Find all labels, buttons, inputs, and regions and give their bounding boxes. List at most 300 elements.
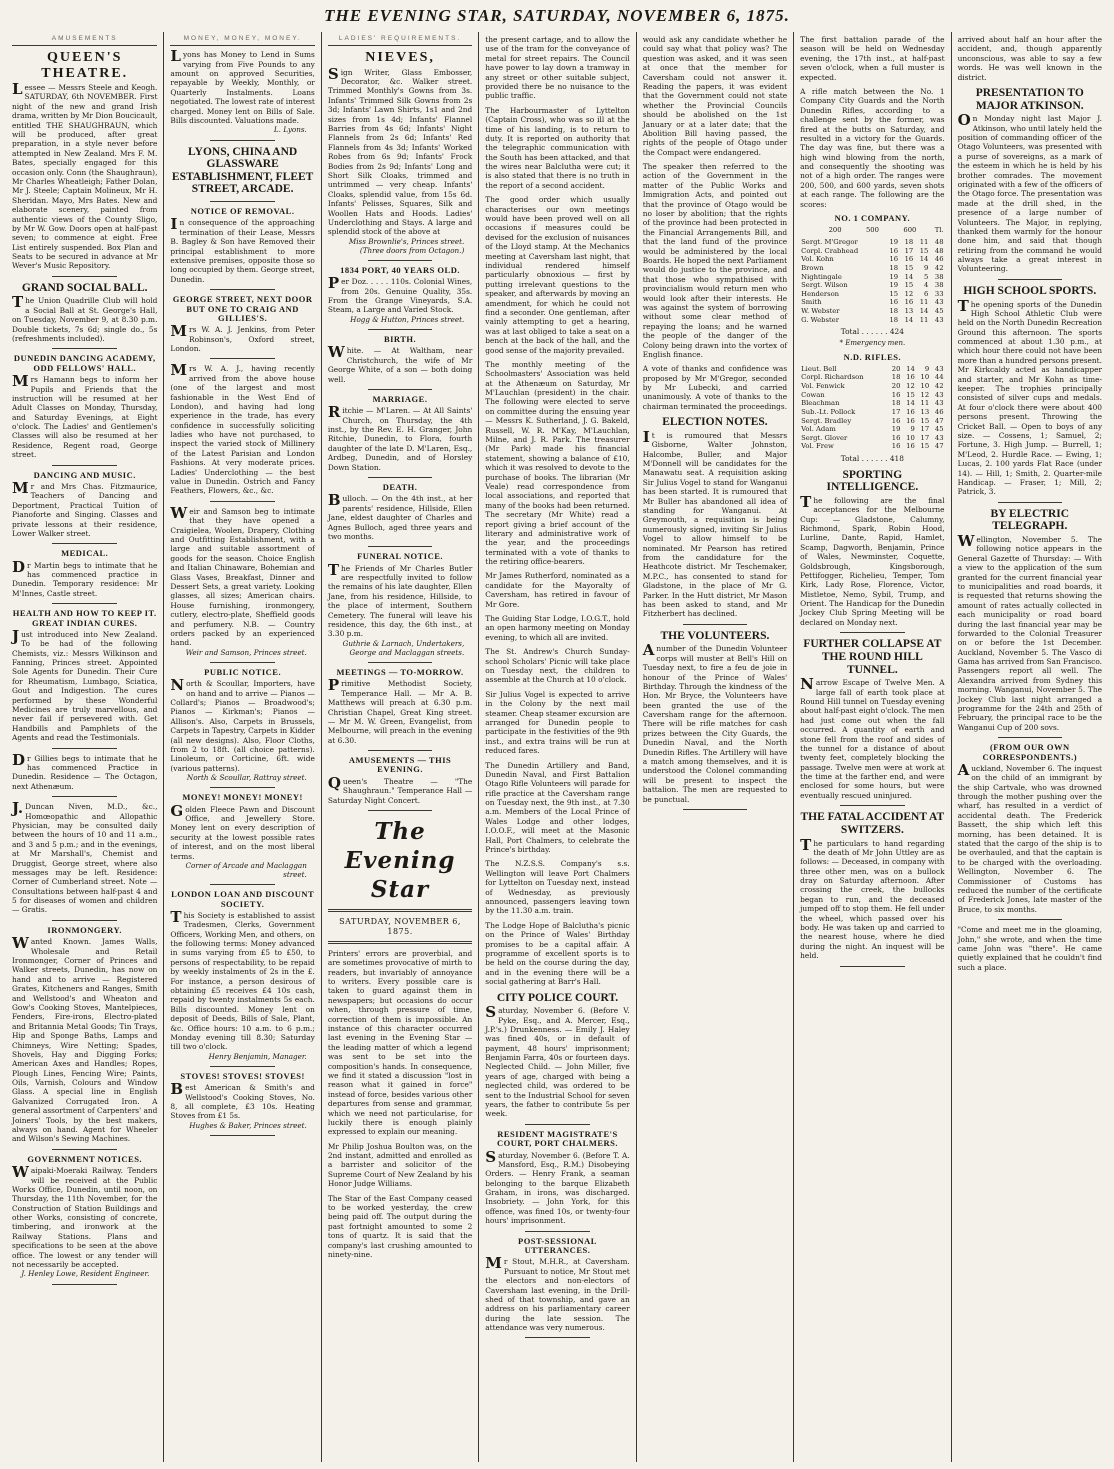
item-headline: BIRTH. [383,334,417,344]
score-cell: 13 [920,407,930,416]
score-cell: Vol. Adam [801,425,836,434]
item-body: The Friends of Mr Charles Butler are respectfully invited to follow the remains of his late daughter, Ellen Jane, from his residence, Hillside, to the place of interment, Southern Cemetery. The funeral will leave his residence, this day, the 6th inst., at 3.30 p.m. [327,560,473,639]
divider [52,748,117,749]
news-item [170,503,315,663]
score-cell: Sub.-Lt. Pollock [801,407,856,416]
score-cell: 15 [904,281,914,290]
score-cell: 17 [891,407,901,416]
item-body: Mrs W. A. J., having recently arrived from the above house (one of the largest and most fashionable in the West End of London), and having had long experience in the trade, has every confidence in successfully soliciting ladies who have not purchased, to inspect the varied stock of Millinery of the Latest Parisian and London Fashions. At very moderate prices. Ladies' Underclothing — the best value in Dunedin. Ostrich and Fancy Feathers, Flowers, &c., &c. [170,361,315,496]
divider [840,805,904,806]
item-body: Lyons has Money to Lend in Sums varying from Five Pounds to any amount on approved Securities, repayable by Weekly, Monthly, or Quarterly Instalments. Loans negotiated. The lowest rate of interest charged. Money lent on Bills of Sale. Bills discounted. Valuations made. [170,47,315,125]
news-column [951,32,1108,1462]
news-item [800,87,944,209]
score-cell: 14 [904,315,914,324]
news-item [170,361,315,501]
score-cell: 9 [924,263,929,272]
item-signature: J. Henley Lowe, Resident Engineer. [21,1269,150,1279]
news-item [800,469,944,634]
item-signature: Corner of Arcade and Maclaggan street. [185,860,307,880]
news-item [328,668,472,751]
score-cell: 12 [904,289,914,298]
item-signature: Henry Benjamin, Manager. [208,1051,307,1061]
news-item [328,552,472,663]
item-body: Dr Gillies begs to intimate that he has commenced Practice in Dunedin. Residence — The Octagon, next Athenæum. [12,750,158,791]
score-cell: 16 [891,442,901,451]
news-item [12,799,158,921]
divider [368,260,432,261]
score-cell: 43 [934,433,944,442]
newspaper-columns [6,32,1108,1462]
item-body: Per Doz. . . . . 110s. Colonial Wines, from 20s. Genuine Quality, 35s. From the Grange Vineyards, S.A. Steam, a Large and Varied Stock. [327,274,473,315]
score-cell: 10 [920,373,930,382]
score-cell: 18 [889,307,899,315]
item-headline: FURTHER COLLAPSE AT THE ROUND HILL TUNNEL. [803,638,942,676]
divider [368,750,432,751]
column-heading: AMUSEMENTS [12,35,157,46]
score-table [800,238,944,324]
divider [52,543,117,544]
news-item [485,690,629,756]
item-body: arrived about half an hour after the accident, and, though apparently unconscious, was able to say a few words. He was well known in the district. [957,35,1102,82]
divider [368,329,432,330]
score-cell: 15 [919,246,929,255]
news-item [328,266,472,330]
news-item [958,743,1102,920]
item-body: The Union Quadrille Club will hold a Social Ball at St. George's Hall, on Tuesday, November 9, at 8.30 p.m. Double tickets, 7s 6d; single do., 5s (refreshments included). [12,293,158,344]
score-cell: Henderson [801,289,840,298]
score-cell: Bleachman [801,399,840,408]
news-item [958,35,1102,82]
news-column [6,32,163,1462]
item-headline: FUNERAL NOTICE. [357,551,444,562]
news-item [12,354,157,465]
score-cell: 43 [934,298,944,307]
divider [368,662,432,663]
news-column [163,32,320,1462]
item-headline: MEDICAL. [61,548,109,559]
news-item [328,817,472,912]
item-body: Printers' errors are proverbial, and are sometimes provocative of mirth to readers, but invariably of annoyance to writers. Every possible care is taken to guard against them in newspapers; but occasions do occur when, through pressure of time, correction of them is impossible. An instance of this character occurred last evening in the Evening Star — the leading matter of which a legend was sent to be set into the composition's hands. In consequence, we find it stated a discussion "lost in reason what it gained in force" instead of force, besides various other departures from sense and grammar, which we need not particularise, for luckily there is enough plainly expressed to explain our meaning. [327,948,473,1137]
item-body: North & Scoullar, Importers, have on hand and to arrive — Pianos — Collard's; Pianos — Broadwood's; Pianos — Kirkman's; Pianos — Allison's. Also, Carpets in Brussels, Carpets in Tapestry, Carpets in Kidder (all new designs). Also, Floor Cloths, from 2 to 18ft. (all choice patterns). Linoleum, or Corticine, 6ft. wide (various patterns). [170,676,315,773]
item-body: Saturday, November 6. (Before V. Pyke, Esq., and A. Mercer, Esq., J.P.'s.) Drunkenness. — Emily J. Haley was fined 40s, or in default of payment, 48 hours' imprisonment; Benjamin Farra, 40s or fourteen days. Neglected Child. — John Miller, five years of age, charged with being a neglected child, was ordered to be sent to the Industrial School for seven years, the father to contribute 5s per week. [485,1003,630,1119]
item-headline: 1834 PORT, 40 YEARS OLD. [340,264,460,275]
news-item [643,364,787,411]
score-cell: Corpl. Crabhead [801,246,859,255]
score-cell: 11 [919,238,929,246]
news-item [800,811,944,966]
score-cell: 11 [920,399,930,408]
item-body: In consequence of the approaching termination of their Lease, Messrs B. Bagley & Son have Removed their principal establishment to more extensive premises, opposite those so long occupied by them. George street, Dunedin. [170,215,315,284]
divider [210,358,274,359]
news-item [170,295,314,359]
score-cell: 10 [920,382,930,391]
news-item [170,890,314,1067]
item-headline: PUBLIC NOTICE. [204,666,282,677]
score-cell: 16 [906,416,915,425]
divider [210,787,274,788]
item-headline: MEETINGS — TO-MORROW. [336,667,464,678]
divider [368,389,432,390]
score-cell: 14 [919,307,929,315]
score-cell: 48 [934,238,944,246]
divider [998,279,1062,280]
news-item [800,638,944,806]
score-header [800,226,944,235]
score-row [800,425,944,434]
item-headline: MONEY! MONEY! MONEY! [182,792,303,803]
item-headline: IRONMONGERY. [47,924,122,935]
item-body: would ask any candidate whether he could say what that policy was? The question was asked, and it was seen at once that the member for Caversham could not answer it. Reading the papers, it was evident that the Government could not state whether the Provincial Councils should be abolished on the 1st January or at a later date; that the Abolition Bill having passed, the rights of the people of Otago under the Compact were endangered. [642,35,788,157]
divider [52,1284,117,1285]
item-body: J.Duncan Niven, M.D., &c., Homœopathic and Allopathic Physician, may be consulted daily between the hours of 10 and 11 a.m., and 3 and 5 p.m.; and in the evenings, at Mr Marshall's, Chemist and Druggist, George street, where also messages may be left. Residence: Corner of Cumberland street. Note — Consultations between half-past 4 and 5 for diseases of women and children — Gratis. [12,799,158,915]
divider [210,201,274,202]
divider [525,1337,589,1338]
news-item [485,647,629,685]
news-item [328,483,472,547]
score-header-cell: 600 [903,226,917,235]
score-cell: 46 [934,407,944,416]
score-row [800,307,944,316]
score-total: Total . . . . . . 418 [840,454,904,464]
score-row [800,290,944,299]
divider [210,884,274,885]
score-cell: 9 [924,364,930,373]
score-cell: 10 [906,433,915,442]
news-item [328,949,472,1137]
news-item [958,508,1102,738]
item-headline: LYONS, CHINA AND GLASSWARE ESTABLISHMENT, FLEET STREET, ARCADE. [171,145,314,196]
score-cell: 15 [889,289,899,298]
item-headline: HIGH SCHOOL SPORTS. [963,284,1097,297]
table-title: NO. 1 COMPANY. [834,213,911,224]
column-heading: MONEY, MONEY, MONEY. [170,35,314,46]
score-row [800,373,944,382]
news-item [485,761,629,855]
score-cell: 16 [904,298,914,307]
score-cell: 16 [906,442,915,451]
score-cell: Sergt. M'Gregor [801,238,858,246]
news-item [12,471,157,545]
score-cell: 17 [920,433,930,442]
score-cell: 16 [889,298,899,307]
score-cell: 42 [934,263,944,272]
divider [368,810,432,811]
news-item [485,571,629,609]
score-row [800,417,944,426]
news-item [12,609,157,748]
score-cell: 17 [920,425,930,434]
item-body: Anumber of the Dunedin Volunteer corps will muster at Bell's Hill on Tuesday next, to fire a feu de joie in honour of the Prince of Wales' Birthday. Through the kindness of the Hon. Mr Bryce, the Volunteers have been granted the use of the Caversham range for the afternoon. There will be rifle matches for cash prizes between the City Guards, the Dunedin Naval, and the North Dunedin Rifles. The Artillery will have a match among themselves, and it is understood the Colonel commanding will be present to inspect the battalion. The men are requested to be punctual. [642,641,788,804]
divider [210,140,274,141]
score-cell: 11 [919,315,929,324]
score-cell: G. Webster [801,315,839,324]
item-body: Bulloch. — On the 4th inst., at her parents' residence, Hillside, Ellen Jane, eldest daughter of Charles and Agnes Bulloch, aged three years and two months. [327,491,473,541]
score-cell: 6 [924,289,929,298]
score-cell: 5 [924,272,929,281]
news-item [958,925,1102,972]
news-item [328,1142,472,1189]
item-body: On Monday night last Major J. Atkinson, who until lately held the position of commanding officer of the Otago Volunteers, was presented with a purse of sovereigns, as a mark of the esteem in which he is held by his brother comrades. The movement originated with a few of the officers of the Otago force. The presentation was made at the drill shed, in the presence of a large number of Volunteers. The Major, in replying, thanked them warmly for the honour done him, and said that though retiring from the command he would always take a great interest in Volunteering. [957,111,1102,274]
item-body: A rifle match between the No. 1 Company City Guards and the North Dunedin Rifles, according to a challenge sent by the former, was fired at the butts on Saturday, and resulted in a victory for the Guards. The day was fine, but there was a high wind blowing from the north, and consequently the shooting was not of a high order. The ranges were 200, 500, and 600 yards, seven shots at each range. The following are the scores: [800,86,945,209]
item-headline: GOVERNMENT NOTICES. [27,1153,143,1164]
divider [52,465,117,466]
news-item [328,50,472,261]
item-headline: DANCING AND MUSIC. [33,469,136,480]
score-cell: Vol. Frew [801,442,834,451]
item-body: Mrs W. A. J. Jenkins, from Peter Robinson's, Oxford street, London. [170,322,315,353]
score-cell: 48 [934,246,944,255]
news-item [328,1194,472,1260]
score-cell: 43 [934,364,944,373]
item-headline: DUNEDIN DANCING ACADEMY, ODD FELLOWS' HALL. [13,353,156,373]
divider [52,603,117,604]
dateline: SATURDAY, NOVEMBER 6, 1875. [339,916,461,936]
score-cell: 14 [919,255,929,264]
score-cell: 38 [934,272,944,281]
news-item [800,214,944,347]
item-body: Ritchie — M'Laren. — At All Saints' Church, on Thursday, the 4th inst., by the Rev. E. H. Granger, John Ritchie, Dunedin, to Flora, fourth daughter of the late D. M'Laren, Esq., Ardbeg, Dunedin, and of Horsley Down Station. [327,403,473,472]
news-item [485,106,629,191]
item-body: A vote of thanks and confidence was proposed by Mr M'Gregor, seconded by Mr Lubecki, and carried unanimously. A vote of thanks to the chairman terminated the proceedings. [642,364,788,411]
item-headline: HEALTH AND HOW TO KEEP IT. GREAT INDIAN CURES. [12,608,157,628]
score-cell: Sergt. Wilson [801,281,848,290]
news-item [170,1072,314,1136]
score-cell: 9 [910,425,915,434]
item-headline: QUEEN'S THEATRE. [41,50,129,81]
score-cell: 14 [904,272,914,281]
item-signature: L. Lyons. [273,125,307,135]
score-cell: 47 [934,442,944,451]
divider [998,502,1062,503]
score-cell: 18 [889,315,899,324]
item-body: Weir and Samson beg to intimate that they have opened a Craigielea, Woolen, Drapery, Clothing and Outfitting Establishment, with a large and suitable assortment of goods for the season. Choice English and Italian Chinaware, Bohemian and Glass Vases, Breakfast, Dinner and Dessert Sets, a great variety. Looking glasses, all sizes; American chairs. House furnishing, ironmongery, cutlery, electro-plate, Sheffield goods and perfumery. N.B. — Country orders packed by an experienced hand. [170,503,315,648]
news-column [636,32,793,1462]
item-headline: THE FATAL ACCIDENT AT SWITZERS. [800,811,945,836]
item-headline: ELECTION NOTES. [662,416,768,429]
score-row [800,391,944,400]
score-row [800,238,944,247]
score-row [800,273,944,282]
score-row [800,316,944,325]
score-cell: 11 [919,298,929,307]
news-item [643,35,787,157]
table-title: N.D. RIFLES. [843,351,902,362]
score-row [800,281,944,290]
score-cell: 16 [889,246,899,255]
item-headline: STOVES! STOVES! STOVES! [180,1070,305,1081]
score-header-row [800,226,944,235]
news-item [485,859,629,915]
item-body: The Dunedin Artillery and Band, Dunedin Naval, and First Battalion Otago Rifle Volunteers will parade for rifle practice at the Caversham range on Tuesday next, the 9th inst., at 7.30 a.m. Members of the Local Prince of Wales Lodge and other lodges, I.O.O.F., will meet at the Masonic Hall, Port Chalmers, to celebrate the Prince's birthday. [485,760,630,855]
item-headline: SPORTING INTELLIGENCE. [826,468,919,494]
divider [368,477,432,478]
score-cell: Sergt. Bradley [801,416,852,425]
news-item [170,47,315,140]
news-item [170,668,314,788]
divider [840,966,904,967]
newspaper-running-head: THE EVENING STAR, SATURDAY, NOVEMBER 6, 1875. [324,6,790,25]
item-headline: MARRIAGE. [372,393,428,404]
score-cell: Vol. Kohn [801,255,834,264]
news-item [485,360,629,567]
score-cell: 45 [934,307,944,315]
item-signature: Hughes & Baker, Princes street. [189,1120,307,1130]
news-item [328,335,472,390]
score-row [800,255,944,264]
item-body: Wanted Known. James Walls, Wholesale and Retail Ironmonger, Corner of Princes and Walker streets, Dunedin, has now on hand and to arrive — Registered Grates, Kitcheners and Ranges, Smith and Wellstood's and Wheaton and Gow's Cooking Stoves, Mantelpieces, Fenders, Fire-irons, Electro-plated and Britannia Metal Goods; Tin Trays, Hip and Sponge Baths, Lamps and Chimneys, Wire Netting; Spades, Shovels, Hay and Digging Forks; American Axes and Handles; Ropes, Plough Lines, Fencing Wire; Paints, Oils, Varnish, Colours and Window Glass. A special line in English Galvanized Corrugated Iron. A general assortment of Carpenters' and Joiners' Tools, by the best makers, always on hand. Agent for Wheeler and Wilson's Sewing Machines. [12,934,158,1144]
item-body: the present cartage, and to allow the use of the tram for the conveyance of metal for street repairs. The Council have power to lay down a tramway in any street or other suitable subject, provided there be no nuisance to the public traffic. [485,35,630,101]
divider [525,1231,589,1232]
divider [998,737,1062,738]
score-cell: 16 [891,433,901,442]
score-row [800,399,944,408]
item-headline: GRAND SOCIAL BALL. [21,281,148,294]
divider [840,632,904,633]
news-item [485,992,629,1125]
item-body: Mr James Rutherford, nominated as a candidate for the Mayoralty of Caversham, has retired in favour of Mr Gore. [485,571,630,609]
item-body: Wellington, November 5. The following notice appears in the General Gazette of Thursday: — With a view to the application of the sum granted for the current financial year to municipalities and road boards, it is requested that returns showing the amount of rates actually collected in each municipality or road board during the last financial year may be forwarded to the Colonial Treasurer on or before the 1st December. Auckland, November 5. The Vasco di Gama has arrived from San Francisco. Passengers report all well. The Alexandra arrived from Sydney this morning. Wanganui, November 5. The Jockey Club last night arranged a programme for the 24th and 25th of February, the principal race to be the Wanganui Cup of 200 sovs. [957,532,1102,732]
score-cell: 19 [891,425,901,434]
score-row [800,382,944,391]
item-body: White. — At Waltham, near Christchurch, the wife of Mr George White, of a son — both doing well. [327,343,473,384]
score-cell: 15 [920,442,930,451]
item-body: Just introduced into New Zealand. To be had of the following Chemists, viz.: Messrs Wilkinson and Fanning, Princes street. Appointed Sole Agents for Dunedin. Their Cure for Rheumatism, Lumbago, Sciatica, Gout and Indigestion. The cures performed by these Wonderful Medicines are truly marvellous, and never fail if persevered with. Get Handbills and Pamphlets of the Agents and read the Testimonials. [12,626,158,743]
item-body: The Lodge Hope of Balclutha's picnic on the Prince of Wales' Birthday promises to be a capital affair. A programme of excellent sports is to be held on the course during the day, and in the evening there will be a social gathering at Barr's Hall. [485,920,630,987]
score-cell: 19 [889,272,899,281]
item-headline: NIEVES, [365,50,435,66]
score-header-cell: 200 [828,226,842,235]
divider [52,348,117,349]
score-cell: 16 [891,390,901,399]
news-item [328,917,472,944]
news-column [478,32,635,1462]
news-item [485,195,629,355]
item-signature: Hogg & Hutton, Princes street. [350,314,465,324]
score-row [800,408,944,417]
news-item [800,353,944,464]
item-body: The good order which usually characterises our own meetings would have been proved well on all occasions if measures could be devised for the exclusion of nuisances of the Lloyd stamp. At the Mechanics meeting at Caversham last night, that individual rendered himself particularly obnoxious — first by putting irrelevant questions to the speaker, and afterwards by moving an amendment, for which he could not find a seconder. One gentleman, after vainly attempting to get a hearing, was at last obliged to take a seat on a bench at the back of the hall, and the good sense of the majority prevailed. [485,195,630,355]
score-cell: 18 [891,373,901,382]
score-cell: 16 [906,373,915,382]
item-body: Waipaki-Moeraki Railway. Tenders will be received at the Public Works Office, Dunedin, until noon, on Thursday, the 11th November, for the Construction of Station Buildings and other Works, consisting of concrete, timbering, and ironwork at the Railway Stations. Plans and specifications to be seen at the above office. The lowest or any tender will not necessarily be accepted. [12,1163,158,1270]
score-cell: 14 [906,364,915,373]
score-cell: 43 [934,399,944,408]
score-total: Total . . . . . . 424 [840,327,904,337]
item-body: The speaker then referred to the action of the Government in the matter of the Public Works and Immigration Acts, and pointed out that the province of Otago would be no loser by abolition; that the rights of the province had been protected in the Financial Arrangements Bill, and that the land fund of the province would be administered by the local Boards. He hoped the next Parliament would do justice to the province, and that those who sympathised with provincialism would return men who would look after their interests. He was against the system of borrowing without some clear method of repaying the loans; and he warned the people of the danger of the Colony being drawn into the vortex of English finance. [642,162,788,359]
score-cell: 44 [934,373,944,382]
item-body: Mr and Mrs Chas. Fitzmaurice, Teachers of Dancing and Deportment, Practical Tuition of Pianoforte and Singing. Classes and private lessons at their residence, Lower Walker street. [12,478,158,538]
score-row [800,442,944,451]
news-item [485,614,629,642]
score-cell: 16 [904,255,914,264]
score-cell: 15 [904,263,914,272]
item-signature: North & Scoullar, Rattray street. [186,773,307,783]
item-body: This Society is established to assist Tradesmen, Clerks, Government Officers, Working Men, and others, on the following terms: Money advanced in sums varying from £5 to £50, to persons of respectability, to be repaid by weekly instalments of 2s in the £. For instance, a person desirous of obtaining £5 receives £4 10s cash, repaid by twenty instalments 5s each. Bills discounted. Money lent on deposit of Deeds, Bills of Sale, Plant, &c. Office hours: 10 a.m. to 6 p.m.; Monday evening till 8.30; Saturday till two o'clock. [170,907,315,1052]
column-heading: LADIES' REQUIREMENTS. [328,35,472,46]
item-body: "Come and meet me in the gloaming, John," she wrote, and when the time came John was "there". He came quietly explained that he couldn't find such a place. [957,925,1102,972]
score-row [800,434,944,443]
score-cell: 46 [934,255,944,264]
item-body: Saturday, November 6. (Before T. A. Mansford, Esq., R.M.) Disobeying Orders. — Henry Frank, a seaman belonging to the barque Elizabeth Graham, in irons, was discharged. Insobriety. — John York, for this offence, was fined 10s, or twenty-four hours' imprisonment. [485,1147,630,1226]
double-rule [328,909,472,912]
item-body: The first battalion parade of the season will be held on Wednesday evening, the 17th inst., at half-past seven o'clock, when a full muster is expected. [800,35,945,82]
item-body: Sign Writer, Glass Embosser, Decorator, &c. Walker street. Trimmed Monthly's Gowns from 3s. Infants' Trimmed Silk Gowns from 2s 3d; Infants' Lawn Shirts, 1s1 and 2nd sizes from 1s 4d; Infants' Flannel Barries from 4s 6d; Infants' Night Flannels from 2s 6d; Infants' Red Flannels from 4s 3d; Infants' Worked Robes from 6s 9d; Infants' Frock Bodies from 2s 9d; Infants' Long and Short Silk Cloaks, trimmed and untrimmed — very cheap. Infants' Cloaks, splendid value, from 15s 6d. Infants' Pelisses, Squares, Silk and Woollen Hats and Hoods. Ladies' Underclothing and Stays. A large and splendid stock of the above at [327,64,473,237]
item-body: The following are the final acceptances for the Melbourne Cup: — Gladstone, Calumny, Richmond, Spark, Robin Hood, Lurline, Dante, Rapid, Hamlet, Scamp, Dagworth, Benjamin, Prince of Wales, Newminster, Coquette, Goldsbrough, Kingsborough, Pettifogger, Richelieu, Temper, Tom Kirk, Lady Rose, Florence, Victor, Mistletoe, Nemo, Sybil, Trump, and Orient. The Handicap for the Dunedin Jockey Club Spring Meeting will be declared on Monday next. [800,492,945,627]
item-body: Mr Stout, M.H.R., at Caversham. Pursuant to notice, Mr Stout met the electors and non-electors of Caversham last evening, in the Drill-shed of that township, and gave an address on his parliamentary career during the late session. The attendance was very numerous. [485,1254,630,1333]
score-cell: Lieut. Bell [801,364,837,373]
divider [998,919,1062,920]
divider [52,1149,117,1150]
item-body: Best American & Smith's and Wellstood's Cooking Stoves, No. 8, all complete, £3 10s. Heating Stoves from £1 5s. [170,1080,315,1121]
item-body: Mr Philip Joshua Boulton was, on the 2nd instant, admitted and enrolled as a barrister and solicitor of the Supreme Court of New Zealand by his Honor Judge Williams. [327,1141,473,1189]
score-cell: Cowan [801,390,825,399]
news-column [321,32,478,1462]
item-body: Narrow Escape of Twelve Men. A large fall of earth took place at Round Hill tunnel on Tuesday evening about half-past eight o'clock. The men had just come out when the fall occurred. A quantity of earth and stone fell from the roof and sides of the tunnel for a distance of about twenty feet, completely blocking the passage. Twelve men were at work at the time at the farther end, and were enclosed for some hours, but were eventually rescued uninjured. [800,675,945,800]
item-body: The opening sports of the Dunedin High School Athletic Club were held on the North Dunedin Recreation Ground this afternoon. The sports commenced at about 1.30 p.m., at which hour there could not have been more than a hundred persons present. Mr Kirkcaldy acted as handicapper and starter, and Mr Kohn as time-keeper. The trophies principally consisted of silver cups and medals. At four o'clock there were about 400 persons present. Throwing the Cricket Ball. — Open to boys of any size. — Cossens, 1; Samuel, 2; Fortune, 3. High Jump. — Burrell, 1; M'Leod, 2. Hurdle Race. — Ewing, 1; Lucas, 2. 100 yards Flat Race (under 14). — Hill, 1; Smith, 2. Quarter-mile Handicap. — Fraser, 1; Mill, 2; Patrick, 3. [957,296,1102,497]
item-headline: GEORGE STREET, NEXT DOOR BUT ONE TO CRAIG AND GILLIES'S. [172,294,313,323]
score-cell: 19 [889,238,899,246]
item-headline: (FROM OUR OWN CORRESPONDENTS.) [982,742,1078,762]
score-cell: 17 [904,246,914,255]
item-headline: THE VOLUNTEERS. [660,629,770,642]
score-row [800,365,944,374]
score-cell: W. Webster [801,307,840,315]
news-column [793,32,950,1462]
score-cell: Vol. Fenwick [801,382,845,391]
item-headline: BY ELECTRIC TELEGRAPH. [990,507,1070,533]
divider [210,1066,274,1067]
divider [210,501,274,502]
item-headline: AMUSEMENTS — THIS EVENING. [348,755,452,775]
news-item [643,416,787,624]
news-item [12,50,157,277]
news-item [643,162,787,359]
news-item [485,1130,629,1232]
score-row [800,247,944,256]
item-body: The Harbourmaster of Lyttelton (Captain Cross), who was so ill at the time of his landing, is to return to duty. It is reported on authority that the telegraphic communication with the South has been attacked, and that the wires near Balclutha were cut; it is also stated that there is no truth in the report of a second accident. [485,105,630,190]
score-cell: 18 [904,238,914,246]
item-body: Lessee — Messrs Steele and Keogh. SATURDAY, 6th NOVEMBER. First night of the new and grand Irish drama, written by Mr Dion Boucicault, entitled THE SHAUGHRAUN, which will be produced, after great preparation, in a style never before attempted in New Zealand. Mrs F. M. Bates, specially engaged for this occasion only. Conn (the Shaughraun), Mr Charles Wheatleigh; Father Dolan, Mr J. Steele; Captain Molineux, Mr H. Sheridan. Mayo, Mrs Bates. New and elaborate scenery, painted from authentic views of the County Sligo, by Mr W. Gow. Doors open at half-past seven; to commence at eight. Free List entirely suspended. Box Plan and Seats to be secured in advance at Mr Wever's Music Repository. [12,80,158,271]
score-cell: 42 [934,382,944,391]
divider [683,809,747,810]
item-body: Primitive Methodist Society, Temperance Hall. — Mr A. B. Matthews will preach at 6.30 p.m. Christian Chapel, Great King street. — Mr M. W. Green, Evangelist, from Melbourne, will preach in the evening at 6.30. [327,676,473,745]
score-cell: 43 [934,315,944,324]
item-body: The particulars to hand regarding the death of Mr John Uttley are as follows: — Deceased, in company with three other men, was on a bullock dray on Saturday afternoon. After crossing the creek, the bullocks began to run, and the deceased jumped off to stop them. He fell under the wheel, which passed over his body. He was taken up and carried to the nearest house, where he died during the night. An inquest will be held. [800,835,945,961]
item-body: The N.Z.S.S. Company's s.s. Wellington will leave Port Chalmers for Lyttelton on Tuesday next, instead of Wednesday, as previously announced, passengers leaving town by the 11.30 a.m. train. [485,859,630,916]
divider [210,662,274,663]
news-item [12,750,158,798]
score-cell: 18 [891,399,901,408]
score-cell: 15 [920,416,930,425]
news-item [958,285,1102,503]
score-cell: 18 [889,263,899,272]
score-cell: 12 [920,390,930,399]
score-cell: 20 [891,364,901,373]
divider [210,289,274,290]
news-item [485,1237,629,1339]
score-cell: 43 [934,390,944,399]
item-headline: DEATH. [382,481,418,492]
item-signature: Weir and Samson, Princes street. [185,647,307,657]
news-item [12,282,157,350]
score-cell: 15 [906,390,915,399]
news-item [170,793,314,885]
score-cell: 19 [889,281,899,290]
news-item [328,395,472,478]
item-headline: POST-SESSIONAL UTTERANCES. [518,1235,597,1255]
score-cell: 47 [934,416,944,425]
divider [52,276,117,277]
